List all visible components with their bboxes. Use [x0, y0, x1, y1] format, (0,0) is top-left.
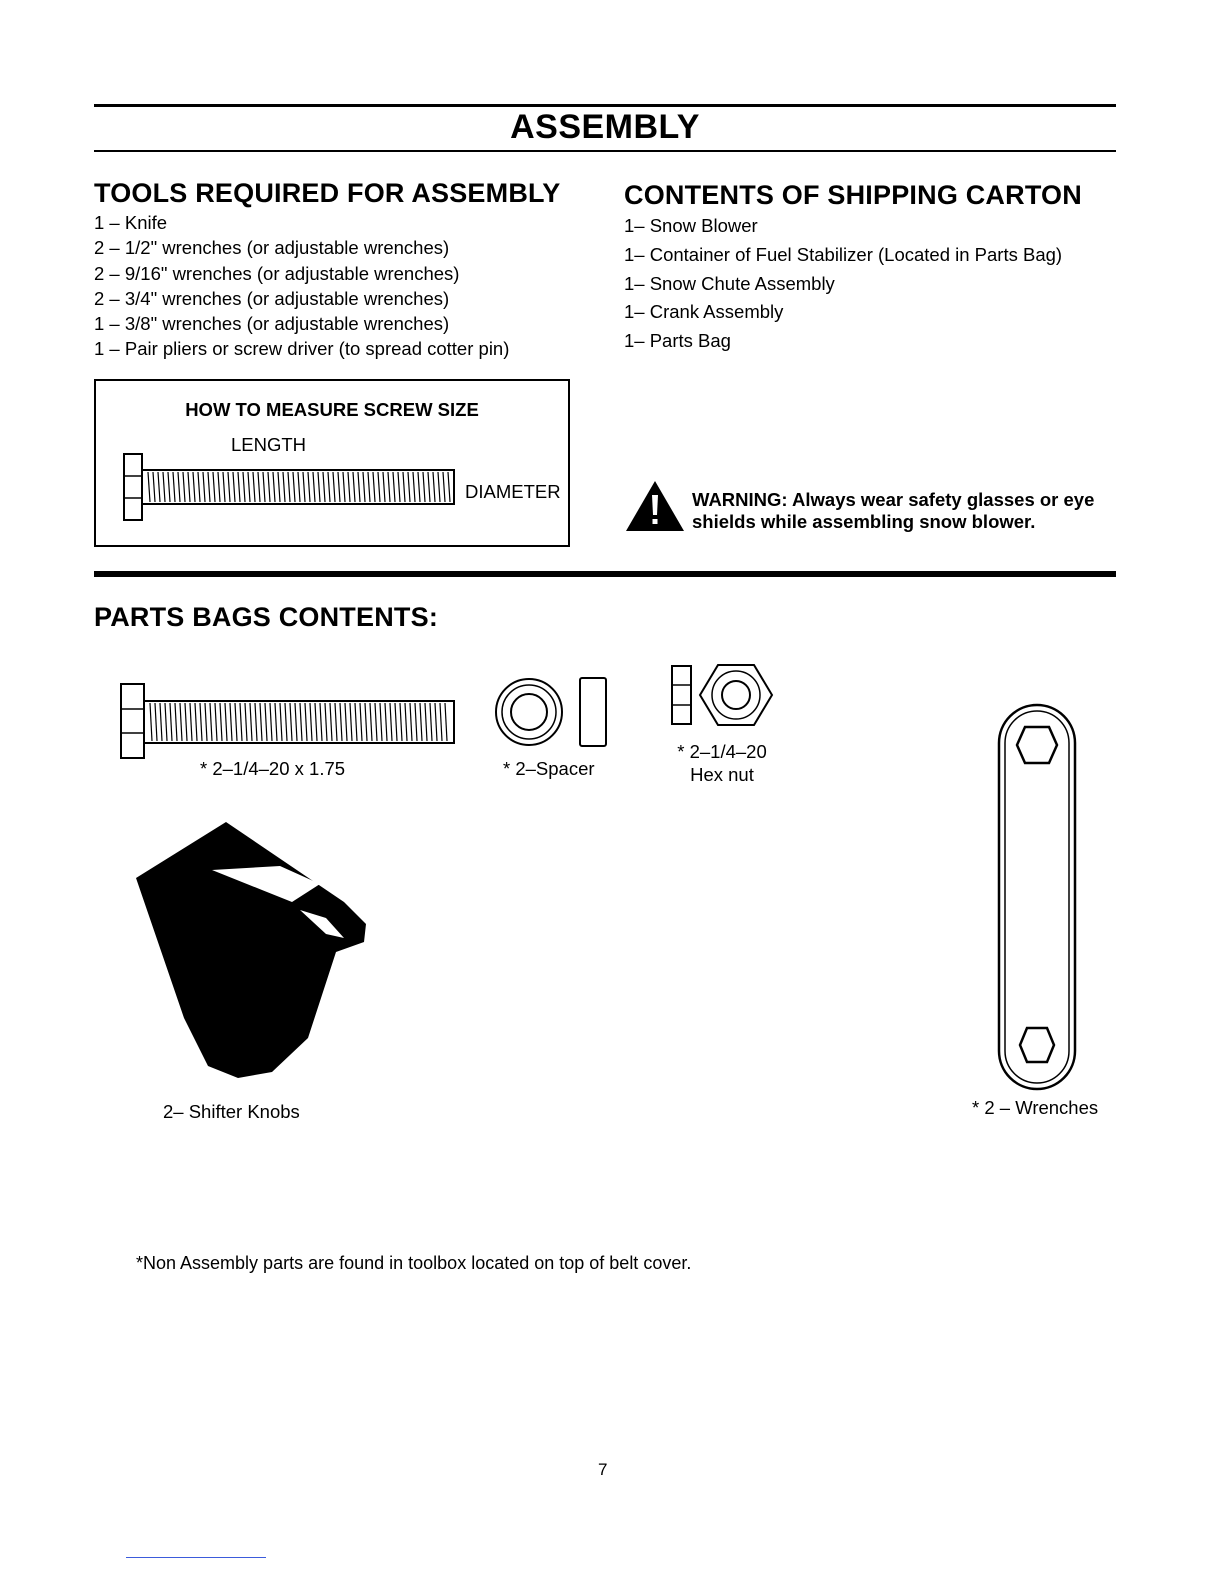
carton-item: 1– Snow Blower	[624, 215, 758, 236]
carton-list	[624, 212, 1062, 356]
measure-box-title: HOW TO MEASURE SCREW SIZE	[185, 399, 479, 420]
tools-heading: TOOLS REQUIRED FOR ASSEMBLY	[94, 178, 561, 208]
tools-item: 2 – 3/4" wrenches (or adjustable wrenches)	[94, 287, 450, 309]
warning-text	[692, 489, 1094, 533]
spacer-icon	[494, 676, 614, 748]
page-title: ASSEMBLY	[510, 108, 700, 146]
carton-heading: CONTENTS OF SHIPPING CARTON	[624, 180, 1082, 210]
footnote: *Non Assembly parts are found in toolbox located on top of belt cover.	[136, 1253, 692, 1273]
warning-triangle-icon	[624, 479, 686, 533]
length-label: LENGTH	[231, 434, 307, 455]
parts-heading: PARTS BAGS CONTENTS:	[94, 602, 439, 632]
knob-caption: 2– Shifter Knobs	[163, 1101, 300, 1122]
bolt-caption: * 2–1/4–20 x 1.75	[200, 758, 346, 779]
carton-item: 1– Snow Chute Assembly	[624, 272, 835, 294]
measure-screw-box	[94, 379, 570, 547]
tools-item: 2 – 9/16" wrenches (or adjustable wrenches)	[94, 262, 460, 284]
diameter-label: DIAMETER	[465, 481, 561, 502]
top-rule	[94, 104, 1116, 107]
hex-nut-icon	[669, 662, 775, 730]
hexnut-caption-line1: * 2–1/4–20	[677, 741, 767, 762]
carton-item: 1– Crank Assembly	[624, 301, 784, 323]
screw-diagram-icon	[120, 450, 460, 524]
wrench-icon	[995, 699, 1079, 1093]
hexnut-caption-line2: Hex nut	[690, 764, 754, 785]
tools-item: 1 – 3/8" wrenches (or adjustable wrenches)	[94, 313, 450, 335]
tools-list	[94, 210, 509, 362]
carton-item: 1– Container of Fuel Stabilizer (Located in Parts Bag)	[624, 243, 1063, 265]
spacer-caption: * 2–Spacer	[503, 758, 595, 779]
bottom-link-underline	[126, 1557, 266, 1558]
tools-item: 1 – Knife	[94, 212, 168, 233]
tools-item: 2 – 1/2" wrenches (or adjustable wrenches)	[94, 237, 450, 259]
title-underline	[94, 150, 1116, 152]
hexnut-caption	[662, 740, 782, 786]
shifter-knob-icon	[130, 820, 370, 1082]
bolt-icon	[118, 681, 458, 761]
tools-item: 1 – Pair pliers or screw driver (to spread cotter pin)	[94, 338, 510, 360]
page-number: 7	[598, 1460, 608, 1479]
warning-line-2: shields while assembling snow blower.	[692, 511, 1036, 532]
section-divider	[94, 571, 1116, 577]
warning-line-1: WARNING: Always wear safety glasses or eye	[692, 489, 1095, 510]
carton-item: 1– Parts Bag	[624, 330, 731, 352]
wrench-caption: * 2 – Wrenches	[972, 1097, 1099, 1118]
